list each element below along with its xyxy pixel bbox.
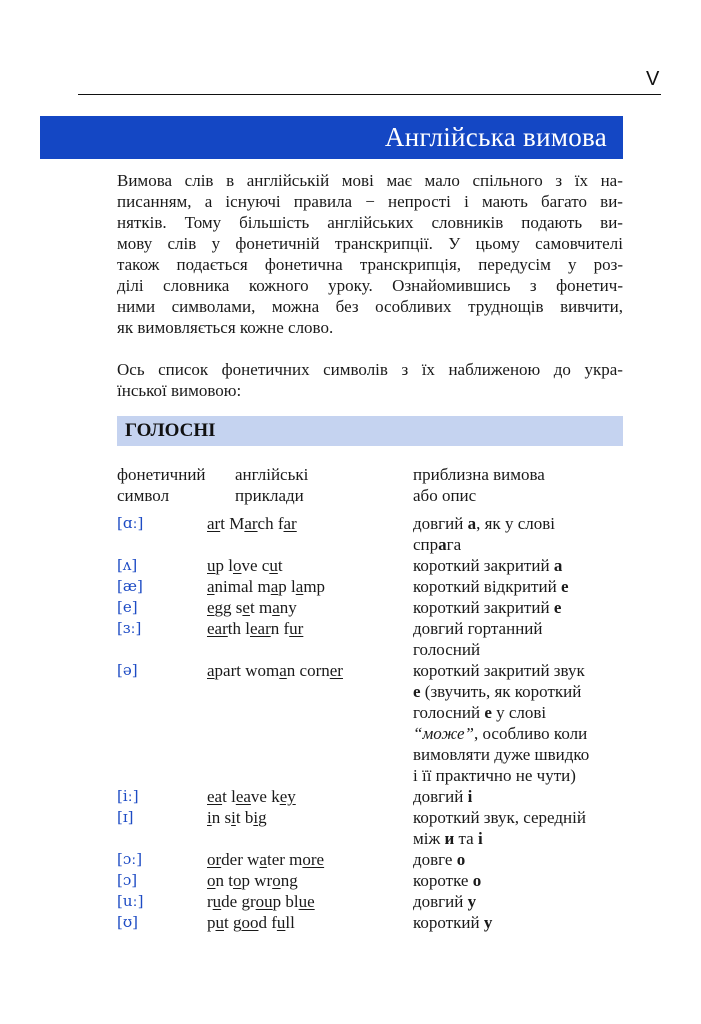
word: наближеною (448, 360, 541, 379)
text-line (117, 275, 623, 296)
vowel-row (117, 597, 623, 618)
word: у (567, 255, 577, 274)
word: У (448, 234, 461, 253)
column-header-description-line: приблизна вимова (413, 465, 545, 484)
word: ділі (117, 276, 144, 295)
example-word: put (207, 913, 229, 932)
emphasized-letter: а (438, 535, 447, 554)
word: багато (541, 192, 587, 211)
word: символами, (171, 297, 256, 316)
example-word: water (247, 850, 285, 869)
underlined-letters: oo (241, 913, 259, 932)
phonetic-symbol: [ə] (117, 661, 138, 679)
example-words (207, 597, 297, 618)
word: фонетичній (235, 234, 320, 253)
pronunciation-description (413, 660, 623, 786)
example-word: order (207, 850, 243, 869)
phonetic-symbol: [æ] (117, 577, 143, 595)
underlined-letters: ore (302, 850, 325, 869)
description-line: голосний (413, 640, 481, 659)
column-header-examples-line: англійські (235, 465, 309, 484)
example-word: lamp (291, 577, 326, 596)
word: цьому (475, 234, 520, 253)
word: транскрипція, (359, 255, 462, 274)
word: більшість (239, 213, 310, 232)
description-line: “може”, особливо коли (413, 724, 588, 743)
word: мові (341, 171, 374, 190)
example-word: leave (231, 787, 267, 806)
vowel-row (117, 786, 623, 807)
example-word: full (271, 913, 295, 932)
underlined-letters: a (259, 850, 267, 869)
example-word: art (207, 514, 225, 533)
vowel-row (117, 660, 623, 786)
word: вивчити, (560, 297, 623, 316)
description-line: короткий закритий звук (413, 661, 585, 680)
underlined-letters: a (272, 598, 280, 617)
word: уроку. (328, 276, 373, 295)
pronunciation-description (413, 597, 623, 618)
example-word: up (207, 556, 224, 575)
emphasized-letter: а (467, 514, 477, 533)
example-word: eat (207, 787, 227, 806)
underlined-letters: ear (249, 619, 271, 638)
example-word: blue (285, 892, 315, 911)
underlined-letters: ur (289, 619, 304, 638)
pronunciation-description (413, 576, 623, 597)
description-line: довге о (413, 850, 466, 869)
example-word: wrong (254, 871, 298, 890)
phonetic-symbol: [ɜː] (117, 619, 142, 637)
example-word: group (241, 892, 282, 911)
word: нятків. (117, 213, 167, 232)
word: англійських (327, 213, 414, 232)
vowel-table (117, 513, 623, 933)
underlined-letters: ar (283, 514, 297, 533)
word: кожного (248, 276, 309, 295)
underlined-letters: ea (207, 787, 223, 806)
section-bar (117, 416, 623, 446)
vowel-row (117, 849, 623, 870)
word: Тому (184, 213, 222, 232)
phonetic-symbol: [e] (117, 598, 138, 616)
column-header-description (413, 464, 545, 506)
word: укра- (584, 360, 623, 379)
word: подають (521, 213, 583, 232)
example-word: egg (207, 598, 232, 617)
word: з (529, 276, 537, 295)
example-word: key (271, 787, 296, 806)
underlined-letters: i (231, 808, 236, 827)
pronunciation-description (413, 891, 623, 912)
pronunciation-description (413, 555, 623, 576)
phonetic-symbol: [uː] (117, 892, 144, 910)
example-word: top (228, 871, 250, 890)
title-bar (40, 116, 623, 159)
word: список (158, 360, 209, 379)
word: з (401, 360, 409, 379)
word: передусім (478, 255, 551, 274)
emphasized-letter: е (553, 598, 562, 617)
example-word: earth (207, 619, 241, 638)
text-line (117, 233, 623, 254)
top-rule (78, 94, 661, 95)
word: труднощів (468, 297, 544, 316)
emphasized-letter: е (413, 682, 421, 701)
column-header-symbol (117, 464, 206, 506)
emphasized-letter: и (444, 829, 455, 848)
underlined-letters: or (207, 850, 222, 869)
word: має (386, 171, 412, 190)
vowel-row (117, 513, 623, 555)
underlined-letters: ea (235, 787, 251, 806)
word: − (365, 192, 375, 211)
underlined-letters: a (279, 661, 287, 680)
word: існуючі (225, 192, 281, 211)
description-line: короткий закритий е (413, 598, 562, 617)
example-word: learn (245, 619, 280, 638)
pronunciation-description (413, 912, 623, 933)
underlined-letters: o (232, 871, 242, 890)
text-line (117, 170, 623, 191)
word: можна (271, 297, 320, 316)
example-word: fur (283, 619, 304, 638)
column-header-symbol-line: фонетичний (117, 465, 206, 484)
phonetic-symbol: [ʌ] (117, 556, 138, 574)
description-line: короткий звук, середній (413, 808, 586, 827)
word: фонетич- (556, 276, 623, 295)
intro-paragraph-2 (117, 359, 623, 401)
underlined-letters: u (207, 556, 216, 575)
example-word: March (229, 514, 274, 533)
example-words (207, 912, 295, 933)
description-line: вимовляти дуже швидко (413, 745, 590, 764)
pronunciation-description (413, 807, 623, 849)
example-word: in (207, 808, 221, 827)
phonetic-symbol: [ɔ] (117, 871, 138, 889)
example-word: apart (207, 661, 241, 680)
example-word: far (277, 514, 297, 533)
underlined-letters: ear (207, 619, 228, 638)
example-word: on (207, 871, 224, 890)
description-line: голосний е у слові (413, 703, 547, 722)
emphasized-letter: о (456, 850, 466, 869)
underlined-letters: i (207, 808, 212, 827)
word: в (226, 171, 235, 190)
word: непрості (388, 192, 451, 211)
word: без (335, 297, 359, 316)
example-words (207, 891, 315, 912)
word: мову (117, 234, 153, 253)
underlined-letters: e (242, 598, 250, 617)
description-line: коротке о (413, 871, 482, 890)
underlined-letters: ou (255, 892, 273, 911)
example-word: sit (224, 808, 241, 827)
text-line (117, 296, 623, 317)
emphasized-letter: а (553, 556, 563, 575)
word: подається (176, 255, 248, 274)
description-line: довгий у (413, 892, 477, 911)
description-line: довгий гортанний (413, 619, 543, 638)
pronunciation-description (413, 618, 623, 660)
underlined-letters: u (215, 913, 224, 932)
underlined-letters: ue (298, 892, 315, 911)
underlined-letters: er (329, 661, 343, 680)
example-words (207, 660, 343, 681)
underlined-letters: u (276, 913, 286, 932)
word: Ознайомившись (392, 276, 511, 295)
emphasized-letter: у (467, 892, 477, 911)
underlined-letters: a (270, 577, 279, 596)
word: англійській (246, 171, 330, 190)
emphasized-letter: е (560, 577, 569, 596)
description-line: і її практично не чути) (413, 766, 576, 785)
word: особливих (375, 297, 452, 316)
page-title: Англійська вимова (384, 122, 607, 152)
underlined-letters: ar (244, 514, 258, 533)
description-line: короткий закритий а (413, 556, 563, 575)
word: як вимовляється кожне слово. (117, 318, 334, 337)
word: їх (574, 171, 588, 190)
word: самовчителі (535, 234, 623, 253)
underlined-letters: o (207, 871, 216, 890)
word: транскрипції. (334, 234, 433, 253)
word: роз- (593, 255, 623, 274)
example-word: corner (299, 661, 343, 680)
example-words (207, 870, 298, 891)
vowel-row (117, 912, 623, 933)
vowel-row (117, 555, 623, 576)
example-word: cut (261, 556, 283, 575)
example-word-italic: “може” (413, 724, 474, 743)
example-word: animal (207, 577, 254, 596)
vowel-row (117, 618, 623, 660)
word: ви- (600, 213, 623, 232)
word: їнської вимовою: (117, 381, 242, 400)
page-number: V (646, 68, 660, 90)
phonetic-symbol: [iː] (117, 787, 139, 805)
example-words (207, 807, 267, 828)
emphasized-letter: е (484, 703, 492, 722)
example-word: many (258, 598, 297, 617)
phonetic-symbol: [ɪ] (117, 808, 134, 826)
example-word: good (232, 913, 267, 932)
pronunciation-description (413, 870, 623, 891)
example-word: more (289, 850, 325, 869)
word: Вимова (117, 171, 173, 190)
column-header-examples (235, 464, 308, 506)
column-header-symbol-line: символ (117, 486, 170, 505)
word: з (555, 171, 563, 190)
example-word: map (257, 577, 287, 596)
vowel-row (117, 870, 623, 891)
phonetic-symbol: [ʊ] (117, 913, 139, 931)
description-line: е (звучить, як короткий (413, 682, 582, 701)
underlined-letters: u (269, 556, 278, 575)
underlined-letters: o (272, 871, 281, 890)
word: і (464, 192, 469, 211)
underlined-letters: a (207, 577, 215, 596)
word: фонетичних (221, 360, 310, 379)
text-line (117, 254, 623, 275)
description-line: довгий і (413, 787, 473, 806)
word: слів (184, 171, 214, 190)
column-header-description-line: або опис (413, 486, 477, 505)
word: на- (600, 171, 623, 190)
word: символів (323, 360, 388, 379)
example-words (207, 618, 303, 639)
description-line: довгий а, як у слові (413, 514, 555, 533)
pronunciation-description (413, 849, 623, 870)
word: словників (431, 213, 504, 232)
phonetic-symbol: [ɔː] (117, 850, 143, 868)
emphasized-letter: о (472, 871, 482, 890)
text-line (117, 191, 623, 212)
example-word: woman (245, 661, 296, 680)
vowel-row (117, 807, 623, 849)
word: мають (481, 192, 528, 211)
text-line (117, 380, 623, 401)
pronunciation-description (413, 513, 623, 555)
emphasized-letter: і (467, 787, 473, 806)
example-word: love (228, 556, 258, 575)
underlined-letters: i (253, 808, 259, 827)
word: словника (163, 276, 230, 295)
word: спільного (472, 171, 543, 190)
underlined-letters: a (207, 661, 215, 680)
description-line: спрага (413, 535, 462, 554)
underlined-letters: a (295, 577, 304, 596)
intro-paragraph-1 (117, 170, 623, 338)
underlined-letters: ar (207, 514, 221, 533)
intro-text (117, 170, 623, 401)
word: їх (421, 360, 435, 379)
example-words (207, 555, 283, 576)
word: фонетична (264, 255, 343, 274)
word: до (553, 360, 571, 379)
text-line (117, 317, 623, 338)
underlined-letters: ey (279, 787, 296, 806)
description-line: короткий відкритий е (413, 577, 569, 596)
word: а (204, 192, 213, 211)
underlined-letters: o (232, 556, 242, 575)
example-word: set (235, 598, 255, 617)
emphasized-letter: і (477, 829, 483, 848)
description-line: між и та і (413, 829, 483, 848)
word: правила (293, 192, 353, 211)
example-words (207, 849, 324, 870)
word: також (117, 255, 160, 274)
vowel-row (117, 576, 623, 597)
word: ними (117, 297, 156, 316)
underlined-letters: u (212, 892, 222, 911)
word: Ось (117, 360, 145, 379)
pronunciation-description (413, 786, 623, 807)
text-line (117, 359, 623, 380)
vowel-row (117, 891, 623, 912)
word: ви- (600, 192, 623, 211)
word: слів (167, 234, 197, 253)
section-heading: ГОЛОСНІ (125, 420, 216, 441)
word: у (211, 234, 221, 253)
word: писанням, (117, 192, 192, 211)
example-word: big (244, 808, 267, 827)
example-words (207, 786, 296, 807)
example-words (207, 513, 297, 534)
underlined-letters: e (207, 598, 215, 617)
example-word: rude (207, 892, 238, 911)
emphasized-letter: у (483, 913, 493, 932)
description-line: короткий у (413, 913, 493, 932)
word: мало (424, 171, 460, 190)
column-header-examples-line: приклади (235, 486, 304, 505)
example-words (207, 576, 325, 597)
text-line (117, 212, 623, 233)
phonetic-symbol: [ɑː] (117, 514, 144, 532)
